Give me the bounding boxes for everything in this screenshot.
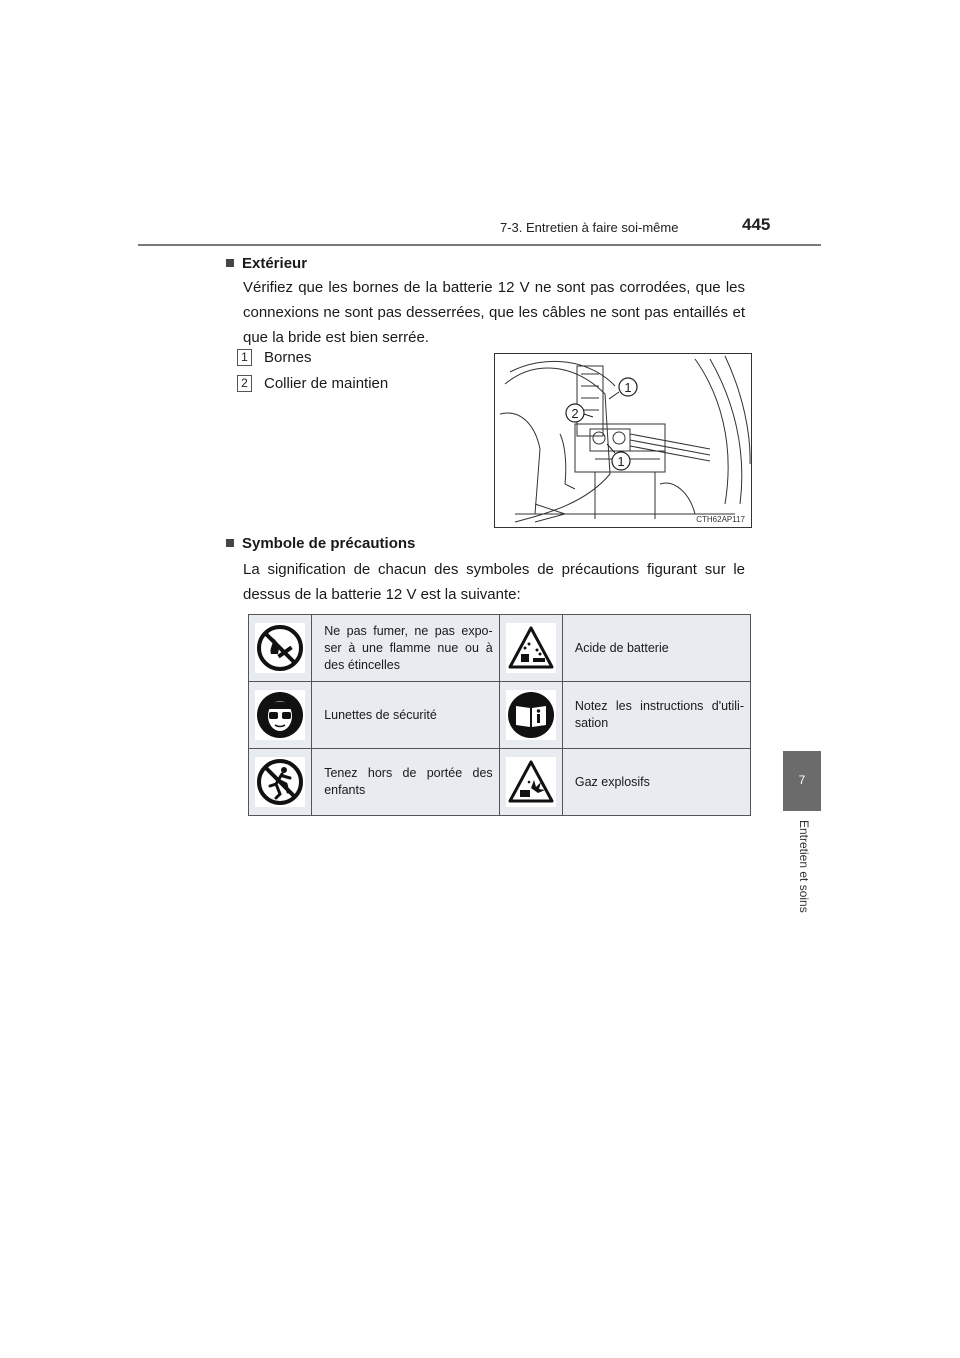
- table-cell-icon: [499, 682, 562, 749]
- table-cell-icon: [249, 682, 312, 749]
- callout-number: 2: [237, 375, 252, 392]
- table-row: [249, 615, 751, 682]
- table-cell-text: Tenez hors de portée des enfants: [312, 749, 499, 816]
- callout-bornes: [237, 349, 312, 366]
- table-cell-text: Notez les instructions d'utili-sation: [562, 682, 750, 749]
- read-manual-icon: [507, 691, 555, 739]
- svg-text:1: 1: [624, 380, 632, 395]
- table-cell-icon: [249, 615, 312, 682]
- page-number: 445: [742, 215, 771, 234]
- svg-text:2: 2: [571, 406, 579, 421]
- table-row: [249, 749, 751, 816]
- svg-text:1: 1: [617, 454, 625, 469]
- callout-collier: [237, 375, 388, 392]
- marker-1-bottom: [607, 444, 630, 470]
- paragraph-exterieur: Vérifiez que les bornes de la batterie 12 V ne sont pas corrodées, que les connexions ne sont pas desserrées, que les câbles ne sont pas entaillés et que la bride est bien serrée.: [243, 279, 745, 346]
- square-bullet-icon: [226, 539, 234, 547]
- keep-children-away-icon: [256, 758, 304, 806]
- square-bullet-icon: [226, 259, 234, 267]
- illustration-code: CTH62AP117: [696, 515, 745, 524]
- battery-drawing: [495, 354, 751, 527]
- battery-acid-warning-icon: [507, 624, 555, 672]
- heading-precautions: Symbole de précautions: [226, 535, 415, 552]
- marker-1-top: [609, 378, 637, 399]
- marker-2: [566, 404, 593, 422]
- table-cell-text: Lunettes de sécurité: [312, 682, 499, 749]
- table-row: [249, 682, 751, 749]
- callout-label: Collier de maintien: [264, 375, 389, 392]
- section-title: 7-3. Entretien à faire soi-même: [500, 220, 679, 235]
- table-cell-icon: [499, 749, 562, 816]
- table-cell-text: Acide de batterie: [562, 615, 750, 682]
- table-cell-text: Gaz explosifs: [562, 749, 750, 816]
- explosive-gas-warning-icon: [507, 758, 555, 806]
- table-cell-icon: [249, 749, 312, 816]
- paragraph-precautions: La signification de chacun des symboles de précautions figurant sur le dessus de la batterie 12 V est la suivante:: [243, 561, 745, 603]
- precautions-table: [248, 614, 751, 816]
- heading-exterieur: Extérieur: [226, 255, 307, 272]
- header-divider: [138, 244, 821, 246]
- no-smoking-flame-icon: [256, 624, 304, 672]
- safety-goggles-icon: [256, 691, 304, 739]
- chapter-tab: 7: [783, 751, 821, 811]
- chapter-title: Entretien et soins: [797, 820, 811, 913]
- battery-illustration: [494, 353, 752, 528]
- table-cell-text: Ne pas fumer, ne pas expo-ser à une flamme nue ou à des étincelles: [312, 615, 499, 682]
- callout-number: 1: [237, 349, 252, 366]
- callout-label: Bornes: [264, 349, 312, 366]
- table-cell-icon: [499, 615, 562, 682]
